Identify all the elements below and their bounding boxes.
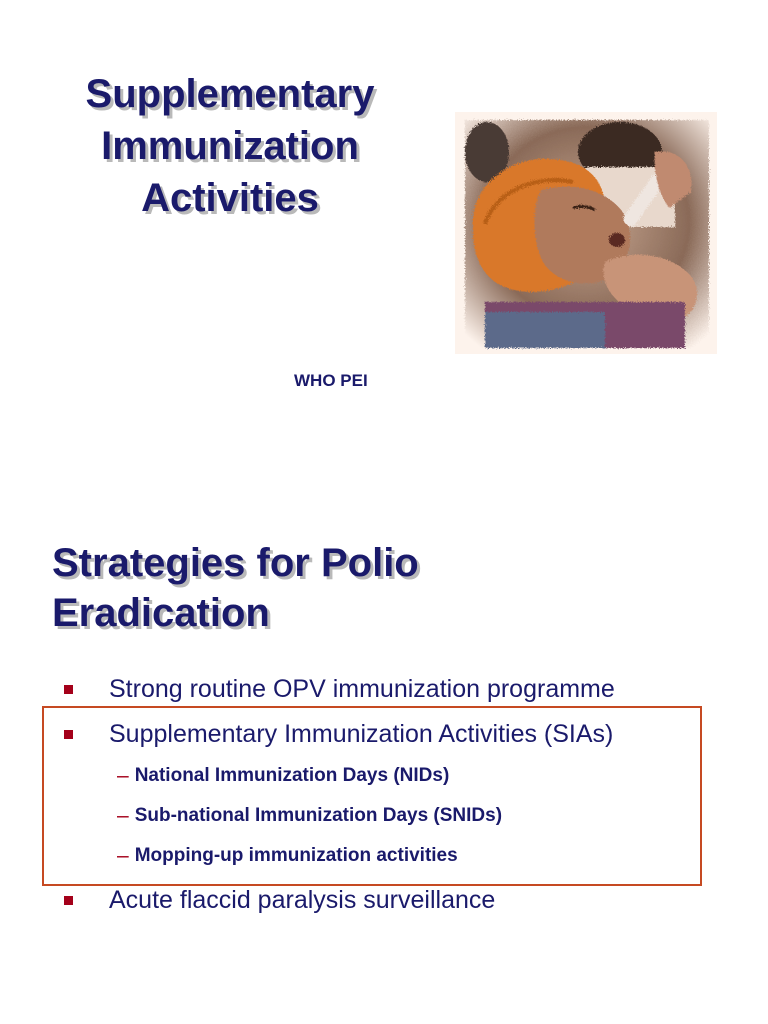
slide1-title-line-1: Supplementary bbox=[85, 72, 375, 116]
slide1-title-line-3: Activities bbox=[141, 176, 319, 220]
sub-bullet-item bbox=[117, 803, 502, 829]
square-bullet-icon bbox=[64, 685, 73, 694]
sub-bullet-text: Sub-national Immunization Days (SNIDs) bbox=[134, 805, 503, 826]
sub-bullet-item bbox=[117, 763, 449, 789]
dash-bullet-icon: – bbox=[117, 804, 129, 827]
bullet-text: Strong routine OPV immunization programme bbox=[109, 674, 615, 703]
slide2-title-line-1: Strategies for Polio bbox=[52, 541, 419, 585]
slide2-title-line-2: Eradication bbox=[52, 591, 270, 635]
bullet-item bbox=[64, 673, 615, 705]
bullet-text: Acute flaccid paralysis surveillance bbox=[109, 885, 496, 914]
slide1-subtitle: WHO PEI bbox=[294, 371, 368, 390]
sub-bullet-text: National Immunization Days (NIDs) bbox=[134, 765, 450, 786]
dash-bullet-icon: – bbox=[117, 844, 129, 867]
square-bullet-icon bbox=[64, 896, 73, 905]
slide1-title-line-2: Immunization bbox=[101, 124, 359, 168]
sub-bullet-item bbox=[117, 843, 458, 869]
bullet-text: Supplementary Immunization Activities (SIAs) bbox=[109, 719, 614, 748]
bullet-item bbox=[64, 884, 495, 916]
bullet-item bbox=[64, 718, 613, 750]
square-bullet-icon bbox=[64, 730, 73, 739]
sub-bullet-text: Mopping-up immunization activities bbox=[134, 845, 458, 866]
dash-bullet-icon: – bbox=[117, 764, 129, 787]
